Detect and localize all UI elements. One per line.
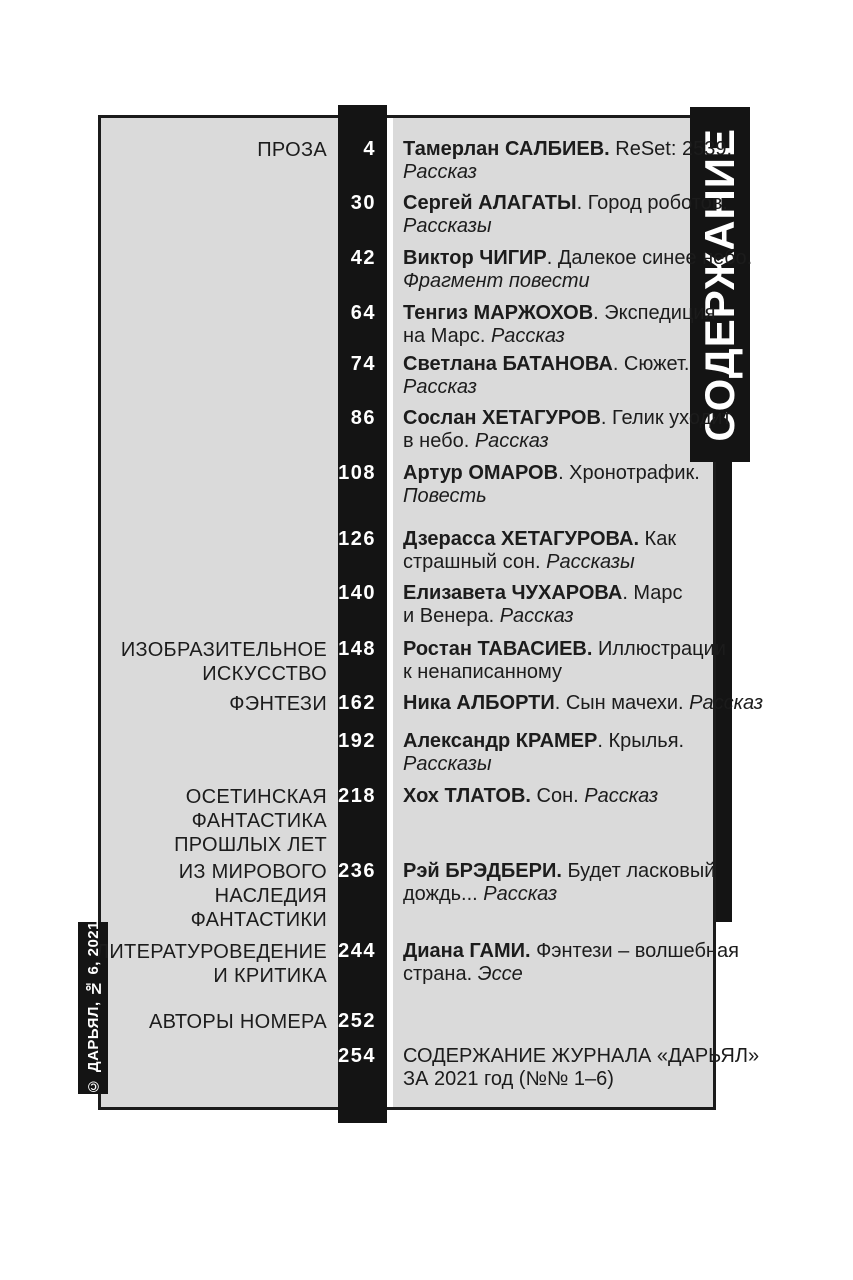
- title-text: и Венера.: [403, 605, 500, 627]
- author-name: Александр КРАМЕР: [403, 730, 598, 752]
- title-text: . Марс: [622, 582, 683, 604]
- entry-line: [403, 138, 733, 161]
- title-text: Иллюстрации: [592, 638, 726, 660]
- author-name: Тенгиз МАРЖОХОВ: [403, 302, 594, 324]
- copyright-banner-label: © ДАРЬЯЛ, № 6, 2021: [84, 921, 102, 1095]
- genre-label: Рассказ: [483, 883, 558, 905]
- entry-line: [403, 1045, 760, 1068]
- author-name: Ростан ТАВАСИЕВ.: [403, 638, 593, 660]
- genre-label: Фрагмент повести: [403, 270, 590, 292]
- entry-text: [403, 247, 753, 293]
- page-number: 4: [363, 138, 376, 160]
- page-number: 236: [338, 860, 376, 882]
- entry-line: [403, 730, 723, 753]
- entry-line: [403, 551, 723, 574]
- page-number: 86: [350, 407, 376, 429]
- entry-line: [403, 215, 723, 238]
- page-number: 252: [338, 1010, 376, 1032]
- entry-line: [403, 430, 723, 453]
- entry-text: [403, 192, 728, 238]
- section-label: [90, 638, 327, 686]
- page-number: 218: [338, 785, 376, 807]
- page-number: 140: [338, 582, 376, 604]
- title-text: в небо.: [403, 430, 475, 452]
- entry-line: [403, 462, 723, 485]
- entry-line: [403, 860, 723, 883]
- genre-label: Рассказ: [584, 785, 659, 807]
- title-text: . Крылья.: [597, 730, 685, 752]
- section-label-line: АВТОРЫ НОМЕРА: [148, 1011, 327, 1033]
- entry-line: [403, 963, 723, 986]
- author-name: Артур ОМАРОВ: [403, 462, 559, 484]
- entry-line: [403, 376, 723, 399]
- genre-label: Рассказ: [490, 325, 565, 347]
- title-text: . Хронотрафик.: [558, 462, 700, 484]
- page-number: 42: [350, 247, 376, 269]
- section-label: [90, 138, 327, 162]
- section-label-line: ПРОШЛЫХ ЛЕТ: [174, 834, 327, 856]
- author-name: Елизавета ЧУХАРОВА: [403, 582, 623, 604]
- author-name: Виктор ЧИГИР: [403, 247, 547, 269]
- entry-text: [403, 302, 723, 348]
- genre-label: Рассказы: [403, 753, 492, 775]
- page-number: 162: [338, 692, 376, 714]
- entry-text: [403, 582, 723, 628]
- page-number: 254: [338, 1045, 376, 1067]
- entry-line: [403, 883, 723, 906]
- page-number: 126: [338, 528, 376, 550]
- entry-text: [403, 940, 739, 986]
- page-number: 30: [350, 192, 376, 214]
- genre-label: Эссе: [477, 963, 523, 985]
- page-number: 108: [338, 462, 376, 484]
- entry-line: [403, 638, 726, 661]
- genre-label: Рассказы: [403, 215, 492, 237]
- title-text: Будет ласковый: [561, 860, 716, 882]
- title-text: . Гелик уходит: [600, 407, 732, 429]
- title-text: . Далекое синее небо.: [546, 247, 753, 269]
- title-text: . Экспедиция: [593, 302, 716, 324]
- title-text: дождь...: [403, 883, 484, 905]
- entry-line: [403, 325, 723, 348]
- author-name: Диана ГАМИ.: [403, 940, 531, 962]
- entry-line: [403, 353, 723, 376]
- entry-text: [403, 407, 732, 453]
- author-name: Дзерасса ХЕТАГУРОВА.: [403, 528, 639, 550]
- title-text: . Город роботов.: [576, 192, 728, 214]
- author-name: Сослан ХЕТАГУРОВ: [403, 407, 601, 429]
- author-name: Ника АЛБОРТИ: [403, 692, 555, 714]
- entry-line: [403, 692, 763, 715]
- genre-label: Рассказ: [499, 605, 574, 627]
- section-label: [90, 785, 327, 857]
- section-label: [90, 940, 327, 988]
- page-number: 148: [338, 638, 376, 660]
- entry-line: [403, 192, 728, 215]
- author-name: Светлана БАТАНОВА: [403, 353, 613, 375]
- entry-text: [403, 138, 733, 184]
- entry-line: [403, 940, 739, 963]
- author-name: Рэй БРЭДБЕРИ.: [403, 860, 562, 882]
- title-text: . Сын мачехи.: [554, 692, 690, 714]
- section-label-line: ИЗ МИРОВОГО: [178, 861, 327, 883]
- section-label: [90, 692, 327, 716]
- title-text: страна.: [403, 963, 478, 985]
- section-label-line: ФЭНТЕЗИ: [229, 693, 327, 715]
- entry-text: [403, 860, 723, 906]
- genre-label: Повесть: [403, 485, 487, 507]
- section-label-line: И КРИТИКА: [213, 965, 327, 987]
- title-text: к ненаписанному: [403, 661, 562, 683]
- title-text: СОДЕРЖАНИЕ ЖУРНАЛА «ДАРЬЯЛ»: [403, 1045, 760, 1067]
- entry-text: [403, 785, 723, 808]
- author-name: Хох ТЛАТОВ.: [403, 785, 531, 807]
- entry-line: [403, 161, 723, 184]
- page-number: 64: [350, 302, 376, 324]
- section-label-line: ФАНТАСТИКИ: [190, 909, 327, 931]
- entry-text: [403, 528, 723, 574]
- entry-text: [403, 462, 723, 508]
- genre-label: Рассказ: [474, 430, 549, 452]
- genre-label: Рассказ: [689, 692, 763, 714]
- section-label: [90, 1010, 327, 1034]
- title-text: на Марс.: [403, 325, 491, 347]
- entry-text: [403, 1045, 760, 1091]
- entry-line: [403, 247, 753, 270]
- entry-line: [403, 407, 732, 430]
- entry-line: [403, 661, 723, 684]
- section-label-line: НАСЛЕДИЯ: [214, 885, 327, 907]
- contents-banner-label: СОДЕРЖАНИЕ: [696, 127, 743, 442]
- title-text: ЗА 2021 год (№№ 1–6): [403, 1068, 614, 1090]
- title-text: страшный сон.: [403, 551, 547, 573]
- page-number: 74: [350, 353, 376, 375]
- title-text: Как: [639, 528, 677, 550]
- entry-text: [403, 638, 726, 684]
- entry-text: [403, 353, 723, 399]
- entry-text: [403, 730, 723, 776]
- entry-line: [403, 753, 723, 776]
- genre-label: Рассказы: [546, 551, 635, 573]
- title-text: Сон.: [530, 785, 585, 807]
- entry-line: [403, 605, 723, 628]
- title-text: . Сюжет.: [612, 353, 690, 375]
- genre-label: Рассказ: [403, 376, 477, 398]
- title-text: ReSet: 2539.: [609, 138, 733, 160]
- section-label-line: ЛИТЕРАТУРОВЕДЕНИЕ: [95, 941, 327, 963]
- page-number: 244: [338, 940, 376, 962]
- entry-text: [403, 692, 763, 715]
- entry-line: [403, 582, 723, 605]
- section-label: [90, 860, 327, 932]
- genre-label: Рассказ: [403, 161, 477, 183]
- section-label-line: ОСЕТИНСКАЯ: [185, 786, 327, 808]
- entry-line: [403, 485, 723, 508]
- entry-line: [403, 1068, 723, 1091]
- author-name: Тамерлан САЛБИЕВ.: [403, 138, 610, 160]
- section-label-line: ИСКУССТВО: [202, 663, 327, 685]
- entry-line: [403, 270, 723, 293]
- section-label-line: ФАНТАСТИКА: [191, 810, 327, 832]
- section-label-line: ИЗОБРАЗИТЕЛЬНОЕ: [120, 639, 327, 661]
- title-text: Фэнтези – волшебная: [530, 940, 739, 962]
- entry-line: [403, 302, 723, 325]
- section-label-line: ПРОЗА: [257, 139, 327, 161]
- entry-line: [403, 528, 723, 551]
- page-number: 192: [338, 730, 376, 752]
- entry-line: [403, 785, 723, 808]
- author-name: Сергей АЛАГАТЫ: [403, 192, 577, 214]
